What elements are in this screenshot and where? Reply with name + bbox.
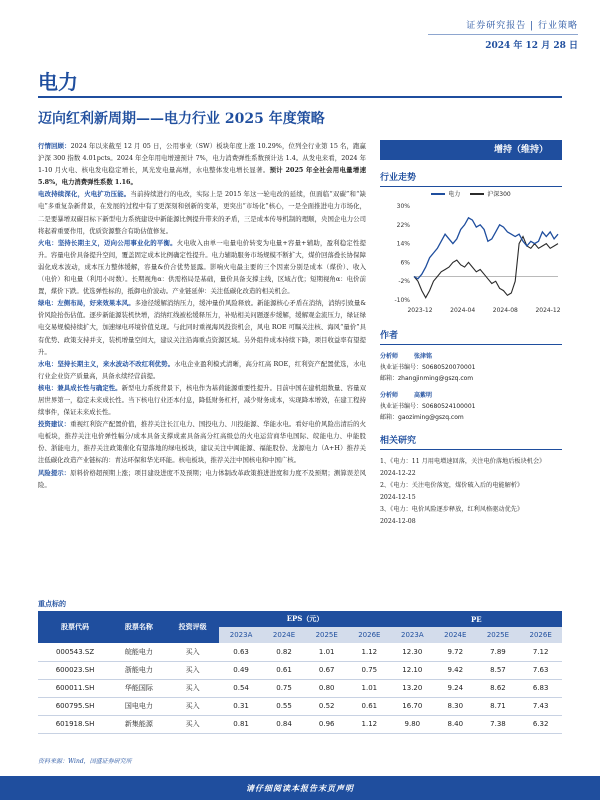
eps-value: 0.49	[219, 661, 262, 679]
year-header: 2026E	[348, 627, 391, 643]
pe-value: 7.38	[477, 715, 520, 733]
report-title: 迈向红利新周期——电力行业 2025 年度策略	[38, 111, 325, 127]
chart-legend	[380, 189, 562, 198]
analyst-role: 分析师	[380, 392, 399, 399]
legend-swatch-csi300	[470, 193, 484, 195]
stock-name: 新集能源	[112, 715, 166, 733]
pe-value: 7.63	[519, 661, 562, 679]
table-row	[38, 679, 562, 697]
eps-value: 0.67	[305, 661, 348, 679]
y-tick-label: 14%	[396, 240, 410, 248]
page-footer: 请仔细阅读本报告末页声明	[0, 776, 600, 800]
y-tick-label: 22%	[396, 221, 410, 229]
paragraph-text: 重视红利资产配置价值，推荐关注长江电力、国投电力、川投能源、华能水电。看好电价风险出清后的火电板块，推荐关注电价弹性幅分/成本具备支撑成素具备高分红高级总的火电运营商华电国际、皖能电力、申能股份、浙能电力，推荐关注政策催化有望落地的绿电板块，建议关注中闽能源、福能股份、龙源电力（A+H）推荐关注低碳化改造产业链标的：青达环保和华光环能。核电板块，推荐关注中国核电和中国广核。	[38, 420, 367, 465]
cert-number: S0680520070001	[422, 364, 476, 371]
year-header: 2025E	[477, 627, 520, 643]
page-header	[428, 18, 578, 51]
paragraph-label: 火电：坚持长期主义，迈向公用事业化的平衡。	[38, 238, 177, 247]
eps-value: 0.55	[263, 697, 306, 715]
related-title: 2、《电力：关注电价落宽，煤价破入后的电能解析》	[380, 482, 524, 489]
pe-value: 9.42	[434, 661, 477, 679]
stock-code: 600795.SH	[38, 697, 112, 715]
legend-label: 电力	[448, 191, 461, 198]
year-header: 2024E	[434, 627, 477, 643]
table-row	[38, 661, 562, 679]
x-tick-label: 2024-12	[535, 307, 561, 314]
y-tick-label: 30%	[396, 203, 410, 210]
pe-value: 12.10	[391, 661, 434, 679]
cert-number: S0680524100001	[422, 403, 476, 410]
paragraph-reform	[38, 188, 366, 236]
pe-value: 8.40	[434, 715, 477, 733]
eps-value: 0.75	[348, 661, 391, 679]
eps-value: 0.80	[305, 679, 348, 697]
eps-value: 0.52	[305, 697, 348, 715]
pe-value: 9.24	[434, 679, 477, 697]
eps-value: 0.84	[263, 715, 306, 733]
legend-item-csi300	[470, 189, 510, 198]
paragraph-hydro	[38, 358, 366, 382]
year-header: 2023A	[391, 627, 434, 643]
pe-value: 7.89	[477, 643, 520, 661]
paragraph-label: 水电：坚持长期主义，来水波动不改红利优势。	[38, 359, 175, 368]
paragraph-risk	[38, 467, 366, 491]
paragraph-text: 水电企业盈利模式清晰，高分红高 ROE，红利资产配置优选，水电行业企业资产质量高，具备永续经营前提。	[38, 359, 367, 380]
table-row	[38, 715, 562, 733]
eps-value: 1.12	[348, 643, 391, 661]
related-title: 3、《电力：电价风险逐步释放，红利风格驱动优先》	[380, 506, 524, 513]
eps-value: 0.63	[219, 643, 262, 661]
email-label: 邮箱：	[380, 375, 399, 382]
eps-value: 0.82	[263, 643, 306, 661]
email-label: 邮箱：	[380, 414, 399, 421]
summary-column	[38, 140, 366, 491]
stock-rating: 买入	[166, 643, 220, 661]
title-divider	[38, 96, 562, 98]
col-header-name: 股票名称	[112, 611, 166, 643]
x-tick-label: 2023-12	[407, 307, 433, 314]
paragraph-nuclear	[38, 382, 366, 418]
stock-name: 皖能电力	[112, 643, 166, 661]
legend-item-power	[431, 189, 460, 198]
paragraph-text: 2024 年以来截至 12 月 05 日，公用事业（SW）板块年度上涨 10.29%，位列全行业第 15 名，跑赢沪深 300 指数 4.01pcts。2024 年全年用电增速预计 7%，电力消费弹性系数预计达 1.4。从发电来看，2024 年 1-10 月火电、核电发电稳定增长，风光发电量高增，水电整体发电增长显著。	[38, 142, 366, 175]
related-item[interactable]	[380, 480, 562, 504]
pe-value: 6.83	[519, 679, 562, 697]
industry-name: 电力	[38, 70, 78, 94]
paragraph-label: 核电：兼具成长性与确定性。	[38, 383, 122, 392]
pe-value: 12.30	[391, 643, 434, 661]
table-source: 资料来源：Wind，国盛证券研究所	[38, 758, 132, 765]
cert-label: 执业证书编号：	[380, 364, 423, 371]
header-divider	[428, 34, 578, 35]
y-tick-label: -10%	[394, 297, 410, 304]
analyst-card	[380, 390, 562, 423]
col-header-eps: EPS（元）	[219, 611, 390, 627]
analyst-name: 高紫明	[414, 392, 433, 399]
related-section-title: 相关研究	[380, 433, 562, 450]
pe-value: 9.72	[434, 643, 477, 661]
analyst-card	[380, 351, 562, 384]
stock-code: 601918.SH	[38, 715, 112, 733]
eps-value: 1.01	[305, 643, 348, 661]
related-date: 2024-12-22	[380, 470, 416, 477]
related-title: 1、《电力：11 月用电增速回落，关注电价落地后板块机会》	[380, 458, 546, 465]
analyst-role: 分析师	[380, 353, 399, 360]
pe-value: 7.12	[519, 643, 562, 661]
eps-value: 0.61	[263, 661, 306, 679]
paragraph-text: 当前持续进行的电改，实际上是 2015 年这一轮电改的延续，但面临“双碳”和“缺电”多重复杂新背景，在发展的过程中有了更深刻和创新的变革，更突出“市场化”核心，一是全面推进电力市场化，二是要暴增双碳目标下新型电力系统建设中新能源比例提升带来的矛盾，三是成本传导机制的理顺，央国企电力公司将起着重要作用，优质资源整合有助估值修复。	[38, 190, 366, 235]
stock-code: 000543.SZ	[38, 643, 112, 661]
stock-rating: 买入	[166, 661, 220, 679]
col-header-pe: PE	[391, 611, 562, 627]
analyst-name: 张津铭	[414, 353, 433, 360]
paragraph-thermal	[38, 237, 366, 297]
related-list	[380, 456, 562, 528]
paragraph-highlight: 预计 2025 年全社会用电量增速 5.8%，电力消费弹性系数 1.16。	[38, 166, 366, 187]
y-tick-label: 6%	[400, 259, 410, 267]
related-date: 2024-12-08	[380, 518, 416, 525]
eps-value: 0.75	[263, 679, 306, 697]
paragraph-label: 行情回顾：	[38, 142, 71, 150]
pe-value: 8.71	[477, 697, 520, 715]
pe-value: 6.32	[519, 715, 562, 733]
analyst-email: zhangjinming@gszq.com	[398, 375, 474, 382]
table-row	[38, 643, 562, 661]
report-date: 2024 年 12 月 28 日	[485, 41, 578, 51]
stock-code: 600011.SH	[38, 679, 112, 697]
year-header: 2024E	[263, 627, 306, 643]
stock-name: 华能国际	[112, 679, 166, 697]
stock-rating: 买入	[166, 697, 220, 715]
stock-rating: 买入	[166, 679, 220, 697]
paragraph-label: 绿电：左侧布局，好来效果本风。	[38, 299, 135, 308]
x-tick-label: 2024-04	[450, 307, 476, 314]
col-header-rating: 投资评级	[166, 611, 220, 643]
col-header-code: 股票代码	[38, 611, 112, 643]
eps-value: 0.81	[219, 715, 262, 733]
pe-value: 8.30	[434, 697, 477, 715]
trend-chart	[380, 200, 562, 318]
related-item[interactable]	[380, 456, 562, 480]
year-header: 2023A	[219, 627, 262, 643]
paragraph-label: 投资建议：	[38, 420, 71, 429]
table-title: 重点标的	[38, 599, 66, 608]
y-tick-label: -2%	[398, 278, 410, 286]
pe-value: 9.80	[391, 715, 434, 733]
stock-code: 600023.SH	[38, 661, 112, 679]
stock-name: 国电电力	[112, 697, 166, 715]
paragraph-investment	[38, 418, 366, 466]
table-row	[38, 697, 562, 715]
paragraph-label: 风险提示：	[38, 468, 71, 477]
series-line-power	[414, 218, 558, 279]
eps-value: 0.54	[219, 679, 262, 697]
legend-label: 沪深300	[487, 191, 511, 198]
report-type-tags: 证券研究报告 | 行业策略	[466, 21, 578, 31]
trend-section-title: 行业走势	[380, 170, 562, 187]
paragraph-label: 电改持续深化，火电扩功压能。	[38, 190, 131, 199]
stock-name: 浙能电力	[112, 661, 166, 679]
pe-value: 8.57	[477, 661, 520, 679]
eps-value: 0.31	[219, 697, 262, 715]
eps-value: 0.96	[305, 715, 348, 733]
pe-value: 16.70	[391, 697, 434, 715]
pe-value: 7.43	[519, 697, 562, 715]
analyst-email: gaoziming@gszq.com	[398, 414, 464, 421]
sidebar	[380, 140, 562, 528]
paragraph-market-review	[38, 140, 366, 188]
cert-label: 执业证书编号：	[380, 403, 423, 410]
eps-value: 0.61	[348, 697, 391, 715]
eps-value: 1.01	[348, 679, 391, 697]
paragraph-text: 新型电力系统背景下，核电作为基荷能源重要性提升。目前中国在建机组数量、容量双居世界第一，稳定未来成长性。当下核电行业还本付息，降低财务杠杆，减少财务成本，实现降本增效，在建工程持续事件，保证未来成长性。	[38, 383, 367, 417]
stock-rating: 买入	[166, 715, 220, 733]
key-stocks-table	[38, 611, 562, 734]
paragraph-text: 原料价格超预期上涨；项目建设进度不及预期；电力体制改革政策推进进度和力度不及预期；测算误差风险。	[38, 468, 367, 489]
paragraph-green	[38, 297, 366, 357]
authors-section-title: 作者	[380, 328, 562, 345]
year-header: 2025E	[305, 627, 348, 643]
eps-value: 1.12	[348, 715, 391, 733]
x-tick-label: 2024-08	[492, 307, 518, 314]
year-header: 2026E	[519, 627, 562, 643]
pe-value: 13.20	[391, 679, 434, 697]
legend-swatch-power	[431, 193, 445, 195]
series-line-csi300	[414, 237, 558, 298]
paragraph-text: 多途径缓解消纳压力，缓冲量价风险释放。新能源核心矛盾在消纳，消纳引致量&价风险抬伤估值。逐步新能源装机快增，消纳红线被松缓释压力，补贴相关问题逐步缓解，缓解观金流压力，绿证绿电交易规模持续扩大，加速绿电环境价值兑现。与此同时重视海风投资机会，风电 ROE 可瞩关注核、海风“量价”具有优势、政策支持并支，装机增量空间大，建议关注沿海重点资源区域。另外组件成本持续下降，项目收益率有望提升。	[38, 299, 367, 356]
related-item[interactable]	[380, 504, 562, 528]
paragraph-text: 火电收入由单一电量电价转变为电量+容量+辅助，盈利稳定性提升。容量电价具备提升空间，覆盖固定成本比例确定性提升。电力辅助服务市场规模不断扩大，煤价回落叠长协保障弱化成本波动，成本压力整体缓解，容量&价合优势显露。影响火电最主要的三个因素分别是成本（煤价）、收入（电价）和电量（利用小时数）。长期视角α：供需格局是基础，量价具备支撑主线，区域占优；短期视角α：电价前置，煤价下跌。优选弹性标的，抵御电价波动。产业链延伸：关注低碳化改造的相关机会。	[38, 238, 366, 296]
rating-badge: 增持（维持）	[380, 140, 562, 160]
pe-value: 8.62	[477, 679, 520, 697]
related-date: 2024-12-15	[380, 494, 416, 501]
